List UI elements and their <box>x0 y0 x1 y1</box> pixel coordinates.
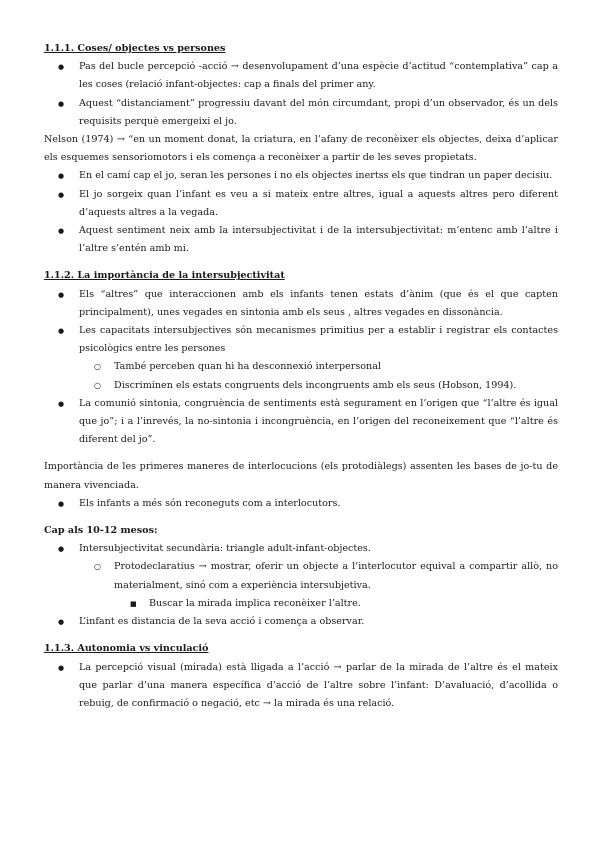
list-item: ● L’infant es distancia de la seva acció i comença a observar. <box>44 613 558 631</box>
list-item: ● Intersubjectivitat secundària: triangle adult-infant-objectes. <box>44 540 558 558</box>
bullet-list <box>44 167 558 258</box>
bullet-list <box>44 659 558 714</box>
list-item: ● El jo sorgeix quan l’infant es veu a si mateix entre altres, igual a aquests altres pero diferent d’aquests altres a la vegada. <box>44 186 558 222</box>
bullet-list <box>44 286 558 450</box>
list-item: ● Pas del bucle percepció -acció → desenvolupament d’una espècie d’actitud “contemplativa” cap a les coses (relació infant-objectes: cap a finals del primer any. <box>44 58 558 94</box>
bullet-list <box>44 495 558 513</box>
sub-sub-list-item: ■ Buscar la mirada implica reconèixer l’altre. <box>44 595 558 613</box>
section-heading: 1.1.1. Coses/ objectes vs persones <box>44 43 226 54</box>
list-item: ● Aquest sentiment neix amb la intersubjectivitat i de la intersubjectivitat: m’entenc amb l’altre i l’altre s’entén amb mi. <box>44 222 558 258</box>
sub-list-item: ○ Discriminen els estats congruents dels incongruents amb els seus (Hobson, 1994). <box>44 377 558 395</box>
section-heading: 1.1.2. La importància de la intersubjectivitat <box>44 270 285 282</box>
list-item: ● La comunió sintonia, congruència de sentiments està segurament en l’origen que “l’altre és igual que jo”; i a l’inrevés, la no-sintonia i incongruència, en l’origen del reconeixement que “l’altre és diferent del jo”. <box>44 395 558 450</box>
list-item: ● La percepció visual (mirada) està lligada a l’acció → parlar de la mirada de l’altre és el mateix que parlar d’una manera específica d’acció de l’altre sobre l’infant: D’avaluació, d’acollida o rebuig, de confirmació o negació, etc → la mirada és una relació. <box>44 659 558 714</box>
section-heading: Cap als 10-12 mesos: <box>44 525 158 537</box>
list-item: ● Els “altres” que interaccionen amb els infants tenen estats d’ànim (que és el que capten principalment), unes vegades en sintonia amb els seus , altres vegades en dissonància. <box>44 286 558 322</box>
list-item: ● Aquest “distanciament” progressiu davant del món circumdant, propi d’un observador, és un dels requisits perquè emergeixi el jo. <box>44 95 558 131</box>
list-item: ● En el camí cap el jo, seran les persones i no els objectes inertss els que tindran un paper decisiu. <box>44 167 558 185</box>
paragraph: Importància de les primeres maneres de interlocucions (els protodiàlegs) assenten les bases de jo-tu de manera vivenciada. <box>44 461 558 491</box>
paragraph: Nelson (1974) → “en un moment donat, la criatura, en l’afany de reconèixer els objectes, deixa d’aplicar els esquemes sensoriomotors i els comença a reconèixer a partir de les seves propietats. <box>44 134 558 164</box>
sub-list-item: ○ També perceben quan hi ha desconnexió interpersonal <box>44 358 558 376</box>
document-page <box>44 40 558 713</box>
sub-list-item: ○ Protodeclaratius → mostrar, oferir un objecte a l’interlocutor equival a compartir allò, no materialment, sinó com a experiència intersubjetiva. <box>44 558 558 594</box>
list-item: ● Les capacitats intersubjectives són mecanismes primitius per a establir i registrar els contactes psicològics entre les persones <box>44 322 558 358</box>
list-item: ● Els infants a més són reconeguts com a interlocutors. <box>44 495 558 513</box>
bullet-list <box>44 58 558 131</box>
section-heading: 1.1.3. Autonomia vs vinculació <box>44 643 209 655</box>
bullet-list <box>44 540 558 631</box>
